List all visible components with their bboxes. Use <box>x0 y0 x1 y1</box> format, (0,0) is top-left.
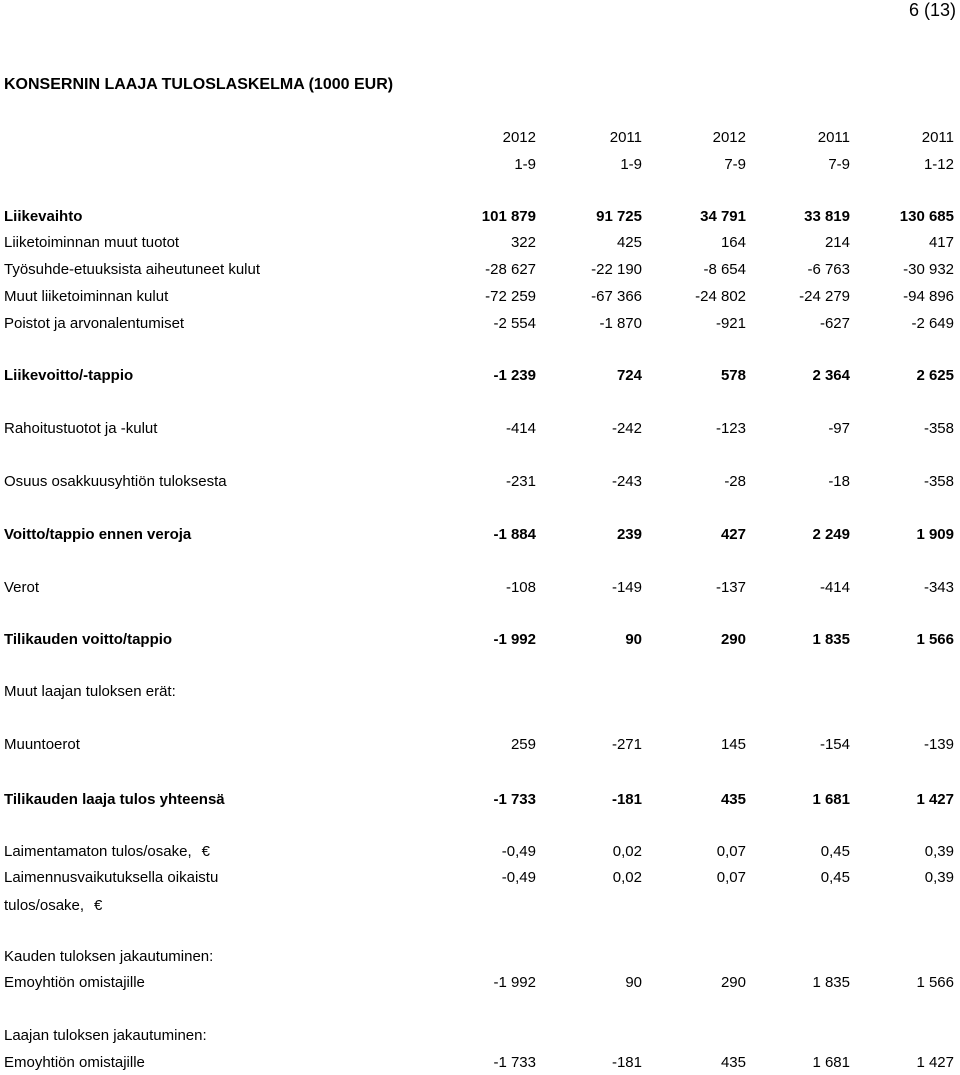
row-value: -139 <box>923 736 954 753</box>
row-value: -28 <box>724 473 746 490</box>
row-value: 0,45 <box>820 869 850 886</box>
table-row <box>0 682 960 702</box>
row-value: 33 819 <box>804 208 850 225</box>
table-row <box>0 630 960 650</box>
header-period: 1-12 <box>923 156 954 173</box>
euro-sign: € <box>201 843 210 860</box>
table-row <box>0 472 960 492</box>
row-value: 90 <box>625 974 642 991</box>
row-value: 1 427 <box>916 791 954 808</box>
table-row <box>0 233 960 253</box>
row-value: 1 835 <box>812 631 850 648</box>
row-value: -181 <box>611 791 642 808</box>
row-value: -2 649 <box>911 315 954 332</box>
row-value: -24 279 <box>799 288 850 305</box>
row-value: 1 835 <box>812 974 850 991</box>
row-value: 578 <box>720 367 746 384</box>
row-value: -358 <box>923 420 954 437</box>
row-label <box>4 868 218 888</box>
row-value: -181 <box>611 1054 642 1071</box>
row-value: 1 909 <box>916 526 954 543</box>
row-value: -94 896 <box>903 288 954 305</box>
row-label-text: Työsuhde-etuuksista aiheutuneet kulut <box>4 261 261 278</box>
row-label-text: Liikevaihto <box>4 208 83 225</box>
row-label <box>4 630 172 650</box>
row-value: 90 <box>625 631 642 648</box>
table-row <box>0 1026 960 1046</box>
row-value: 0,39 <box>924 869 954 886</box>
table-row <box>0 973 960 993</box>
table-row <box>0 868 960 888</box>
row-value: 34 791 <box>700 208 746 225</box>
row-value: -1 870 <box>599 315 642 332</box>
row-label-continuation-text: tulos/osake, <box>4 897 85 914</box>
row-value: -18 <box>828 473 850 490</box>
row-value: -1 733 <box>493 791 536 808</box>
row-label-text: Laimennusvaikutuksella oikaistu <box>4 869 219 886</box>
row-value: -1 992 <box>493 974 536 991</box>
row-label-text: Tilikauden voitto/tappio <box>4 631 173 648</box>
row-value: 0,39 <box>924 843 954 860</box>
row-value: -243 <box>611 473 642 490</box>
row-value: 417 <box>928 234 954 251</box>
row-value: 290 <box>720 974 746 991</box>
table-row <box>0 207 960 227</box>
header-periods-row <box>0 155 960 175</box>
row-value: -1 733 <box>493 1054 536 1071</box>
row-value: 1 681 <box>812 791 850 808</box>
header-period: 7-9 <box>828 156 850 173</box>
row-label-text: Rahoitustuotot ja -kulut <box>4 420 158 437</box>
table-row <box>0 287 960 307</box>
row-label <box>4 366 133 386</box>
row-value: -271 <box>611 736 642 753</box>
row-label <box>4 1026 207 1046</box>
row-value: 1 566 <box>916 631 954 648</box>
row-label <box>4 207 82 227</box>
row-value: 322 <box>510 234 536 251</box>
row-value: 259 <box>510 736 536 753</box>
row-value: 214 <box>824 234 850 251</box>
row-value: 435 <box>720 791 746 808</box>
row-value: -6 763 <box>807 261 850 278</box>
row-label-text: Voitto/tappio ennen veroja <box>4 526 192 543</box>
row-value: -1 884 <box>493 526 536 543</box>
row-label <box>4 419 157 439</box>
table-row <box>0 419 960 439</box>
row-value: -72 259 <box>485 288 536 305</box>
row-value: -108 <box>505 579 536 596</box>
row-value: 724 <box>616 367 642 384</box>
header-years-row <box>0 128 960 148</box>
table-row <box>0 366 960 386</box>
row-label <box>4 682 176 702</box>
report-title: KONSERNIN LAAJA TULOSLASKELMA (1000 EUR) <box>4 76 394 93</box>
table-row <box>0 947 960 967</box>
header-year: 2011 <box>921 129 954 146</box>
row-value: -0,49 <box>501 869 536 886</box>
row-label <box>4 842 210 862</box>
row-label <box>4 314 184 334</box>
header-period: 7-9 <box>724 156 746 173</box>
row-label <box>4 525 191 545</box>
row-value: -8 654 <box>703 261 746 278</box>
row-value: -1 239 <box>493 367 536 384</box>
row-value: -97 <box>828 420 850 437</box>
row-label-text: Liikevoitto/-tappio <box>4 367 134 384</box>
row-value: 0,45 <box>820 843 850 860</box>
row-label-text: Liiketoiminnan muut tuotot <box>4 234 180 251</box>
page-number: 6 (13) <box>908 0 956 20</box>
euro-sign: € <box>94 897 103 914</box>
row-label-continuation <box>4 896 102 916</box>
row-label <box>4 233 179 253</box>
row-value: -921 <box>715 315 746 332</box>
row-label-text: Poistot ja arvonalentumiset <box>4 315 185 332</box>
row-label <box>4 973 145 993</box>
row-value: -67 366 <box>591 288 642 305</box>
row-value: 1 566 <box>916 974 954 991</box>
header-period: 1-9 <box>620 156 642 173</box>
header-year: 2012 <box>712 129 746 146</box>
row-value: 1 427 <box>916 1054 954 1071</box>
table-row <box>0 260 960 280</box>
header-period: 1-9 <box>514 156 536 173</box>
row-label <box>4 947 213 967</box>
row-value: 2 625 <box>916 367 954 384</box>
row-value: 130 685 <box>899 208 954 225</box>
row-value: -154 <box>819 736 850 753</box>
row-value: -627 <box>819 315 850 332</box>
row-value: 425 <box>616 234 642 251</box>
row-value: -28 627 <box>485 261 536 278</box>
row-value: -24 802 <box>695 288 746 305</box>
header-year: 2011 <box>817 129 850 146</box>
row-label <box>4 287 168 307</box>
row-value: -414 <box>819 579 850 596</box>
row-value: 91 725 <box>596 208 642 225</box>
row-label <box>4 790 225 810</box>
row-label <box>4 260 260 280</box>
row-value: 290 <box>720 631 746 648</box>
row-label-text: Verot <box>4 579 40 596</box>
row-label-text: Osuus osakkuusyhtiön tuloksesta <box>4 473 227 490</box>
table-row <box>0 790 960 810</box>
row-label-text: Laajan tuloksen jakautuminen: <box>4 1027 207 1044</box>
row-label <box>4 735 80 755</box>
row-value: 0,02 <box>612 843 642 860</box>
table-row <box>0 314 960 334</box>
row-label-text: Muut liiketoiminnan kulut <box>4 288 169 305</box>
row-value: 2 249 <box>812 526 850 543</box>
row-label-text: Muut laajan tuloksen erät: <box>4 683 176 700</box>
row-value: -358 <box>923 473 954 490</box>
row-value: 1 681 <box>812 1054 850 1071</box>
row-label-text: Emoyhtiön omistajille <box>4 1054 145 1071</box>
header-year: 2011 <box>609 129 642 146</box>
row-value: 164 <box>720 234 746 251</box>
header-year: 2012 <box>502 129 536 146</box>
table-row <box>0 1053 960 1073</box>
row-value: 0,02 <box>612 869 642 886</box>
row-label <box>4 1053 145 1073</box>
row-value: -149 <box>611 579 642 596</box>
row-value: -123 <box>715 420 746 437</box>
row-value: 0,07 <box>716 843 746 860</box>
row-value: -343 <box>923 579 954 596</box>
row-value: -1 992 <box>493 631 536 648</box>
row-value: 239 <box>616 526 642 543</box>
row-value: 101 879 <box>481 208 536 225</box>
row-value: 2 364 <box>812 367 850 384</box>
row-value: 435 <box>720 1054 746 1071</box>
row-value: -0,49 <box>501 843 536 860</box>
row-value: -137 <box>715 579 746 596</box>
row-value: 0,07 <box>716 869 746 886</box>
row-label <box>4 578 39 598</box>
row-value: -30 932 <box>903 261 954 278</box>
row-label-text: Tilikauden laaja tulos yhteensä <box>4 791 225 808</box>
row-value: -231 <box>505 473 536 490</box>
table-row <box>0 525 960 545</box>
row-label-text: Kauden tuloksen jakautuminen: <box>4 948 214 965</box>
row-label-text: Emoyhtiön omistajille <box>4 974 145 991</box>
row-value: -2 554 <box>493 315 536 332</box>
row-label-text: Muuntoerot <box>4 736 80 753</box>
table-row <box>0 735 960 755</box>
row-value: 145 <box>720 736 746 753</box>
row-value: 427 <box>720 526 746 543</box>
row-label-text: Laimentamaton tulos/osake, <box>4 843 192 860</box>
row-value: -22 190 <box>591 261 642 278</box>
row-value: -242 <box>611 420 642 437</box>
row-value: -414 <box>505 420 536 437</box>
row-label <box>4 472 227 492</box>
table-row <box>0 842 960 862</box>
table-row <box>0 578 960 598</box>
